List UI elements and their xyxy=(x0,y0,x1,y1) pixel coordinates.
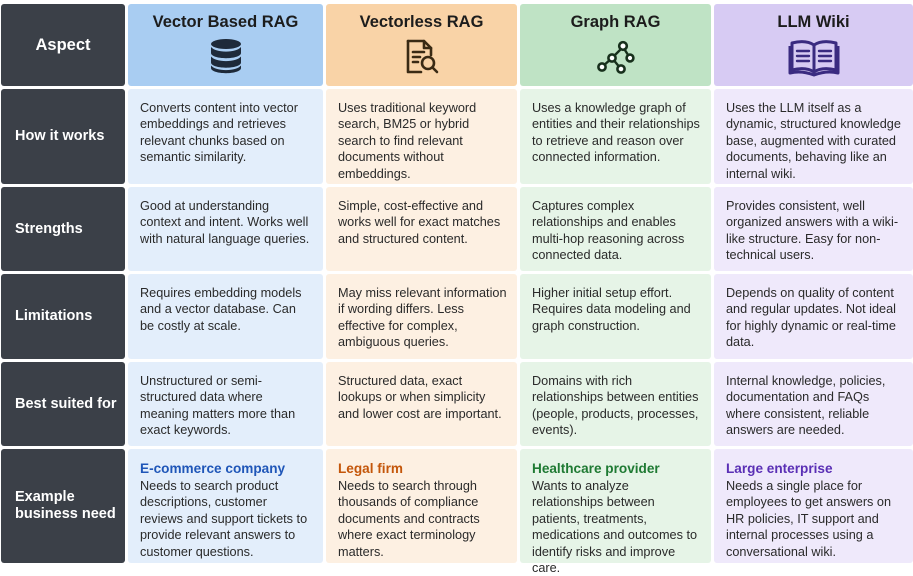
header-graph-rag xyxy=(520,4,711,86)
example-text: Wants to analyze relationships between patients, treatments, medications and outcomes to identify risks and improve care. xyxy=(532,479,698,576)
document-search-icon xyxy=(404,38,440,76)
header-title: Vector Based RAG xyxy=(152,13,299,31)
cell-strengths-vectorless: Simple, cost-effective and works well for exact matches and structured content. xyxy=(326,187,517,271)
graph-nodes-icon xyxy=(596,38,636,76)
header-title: Vectorless RAG xyxy=(359,13,484,31)
cell-limitations-vector: Requires embedding models and a vector database. Can be costly at scale. xyxy=(128,274,323,359)
header-title: Graph RAG xyxy=(570,13,661,31)
row-label-best-suited-for: Best suited for xyxy=(1,362,125,446)
cell-how-llm-wiki: Uses the LLM itself as a dynamic, structured knowledge base, augmented with curated documents, behaving like an internal wiki. xyxy=(714,89,913,184)
cell-how-graph: Uses a knowledge graph of entities and their relationships to retrieve and reason over connected information. xyxy=(520,89,711,184)
cell-example-llm-wiki xyxy=(714,449,913,563)
cell-example-graph xyxy=(520,449,711,576)
cell-limitations-llm-wiki: Depends on quality of content and regular updates. Not ideal for highly dynamic or real-time data. xyxy=(714,274,913,359)
header-vectorless-rag xyxy=(326,4,517,86)
cell-limitations-graph: Higher initial setup effort. Requires data modeling and graph construction. xyxy=(520,274,711,359)
cell-best-graph: Domains with rich relationships between entities (people, products, processes, events). xyxy=(520,362,711,446)
example-title: Healthcare provider xyxy=(532,461,660,476)
header-title: LLM Wiki xyxy=(777,13,850,31)
row-label-limitations: Limitations xyxy=(1,274,125,359)
cell-example-vectorless xyxy=(326,449,517,563)
example-text: Needs to search through thousands of compliance documents and contracts where exact terminology matters. xyxy=(338,479,480,559)
example-title: Legal firm xyxy=(338,461,403,476)
row-label-how-it-works: How it works xyxy=(1,89,125,184)
cell-strengths-graph: Captures complex relationships and enables multi-hop reasoning across connected data. xyxy=(520,187,711,271)
cell-strengths-llm-wiki: Provides consistent, well organized answers with a wiki-like structure. Easy for non-technical users. xyxy=(714,187,913,271)
cell-strengths-vector: Good at understanding context and intent. Works well with natural language queries. xyxy=(128,187,323,271)
row-label-strengths: Strengths xyxy=(1,187,125,271)
example-text: Needs to search product descriptions, customer reviews and support tickets to provide relevant answers to customer questions. xyxy=(140,479,308,559)
header-llm-wiki xyxy=(714,4,913,86)
row-label-example-business-need: Example business need xyxy=(1,449,125,563)
example-text: Needs a single place for employees to get answers on HR policies, IT support and internal processes using a conversational wiki. xyxy=(726,479,892,559)
aspect-header: Aspect xyxy=(1,4,125,86)
cell-how-vectorless: Uses traditional keyword search, BM25 or hybrid search to find relevant documents without embeddings. xyxy=(326,89,517,184)
cell-best-vectorless: Structured data, exact lookups or when simplicity and lower cost are important. xyxy=(326,362,517,446)
cell-how-vector: Converts content into vector embeddings and retrieves relevant chunks based on semantic similarity. xyxy=(128,89,323,184)
open-book-icon xyxy=(788,38,840,76)
cell-example-vector xyxy=(128,449,323,563)
header-vector-rag xyxy=(128,4,323,86)
example-title: Large enterprise xyxy=(726,461,833,476)
cell-best-llm-wiki: Internal knowledge, policies, documentation and FAQs where consistent, reliable answers are needed. xyxy=(714,362,913,446)
database-icon xyxy=(209,38,243,74)
example-title: E-commerce company xyxy=(140,461,286,476)
cell-limitations-vectorless: May miss relevant information if wording differs. Less effective for complex, ambiguous queries. xyxy=(326,274,517,359)
cell-best-vector: Unstructured or semi-structured data where meaning matters more than exact keywords. xyxy=(128,362,323,446)
